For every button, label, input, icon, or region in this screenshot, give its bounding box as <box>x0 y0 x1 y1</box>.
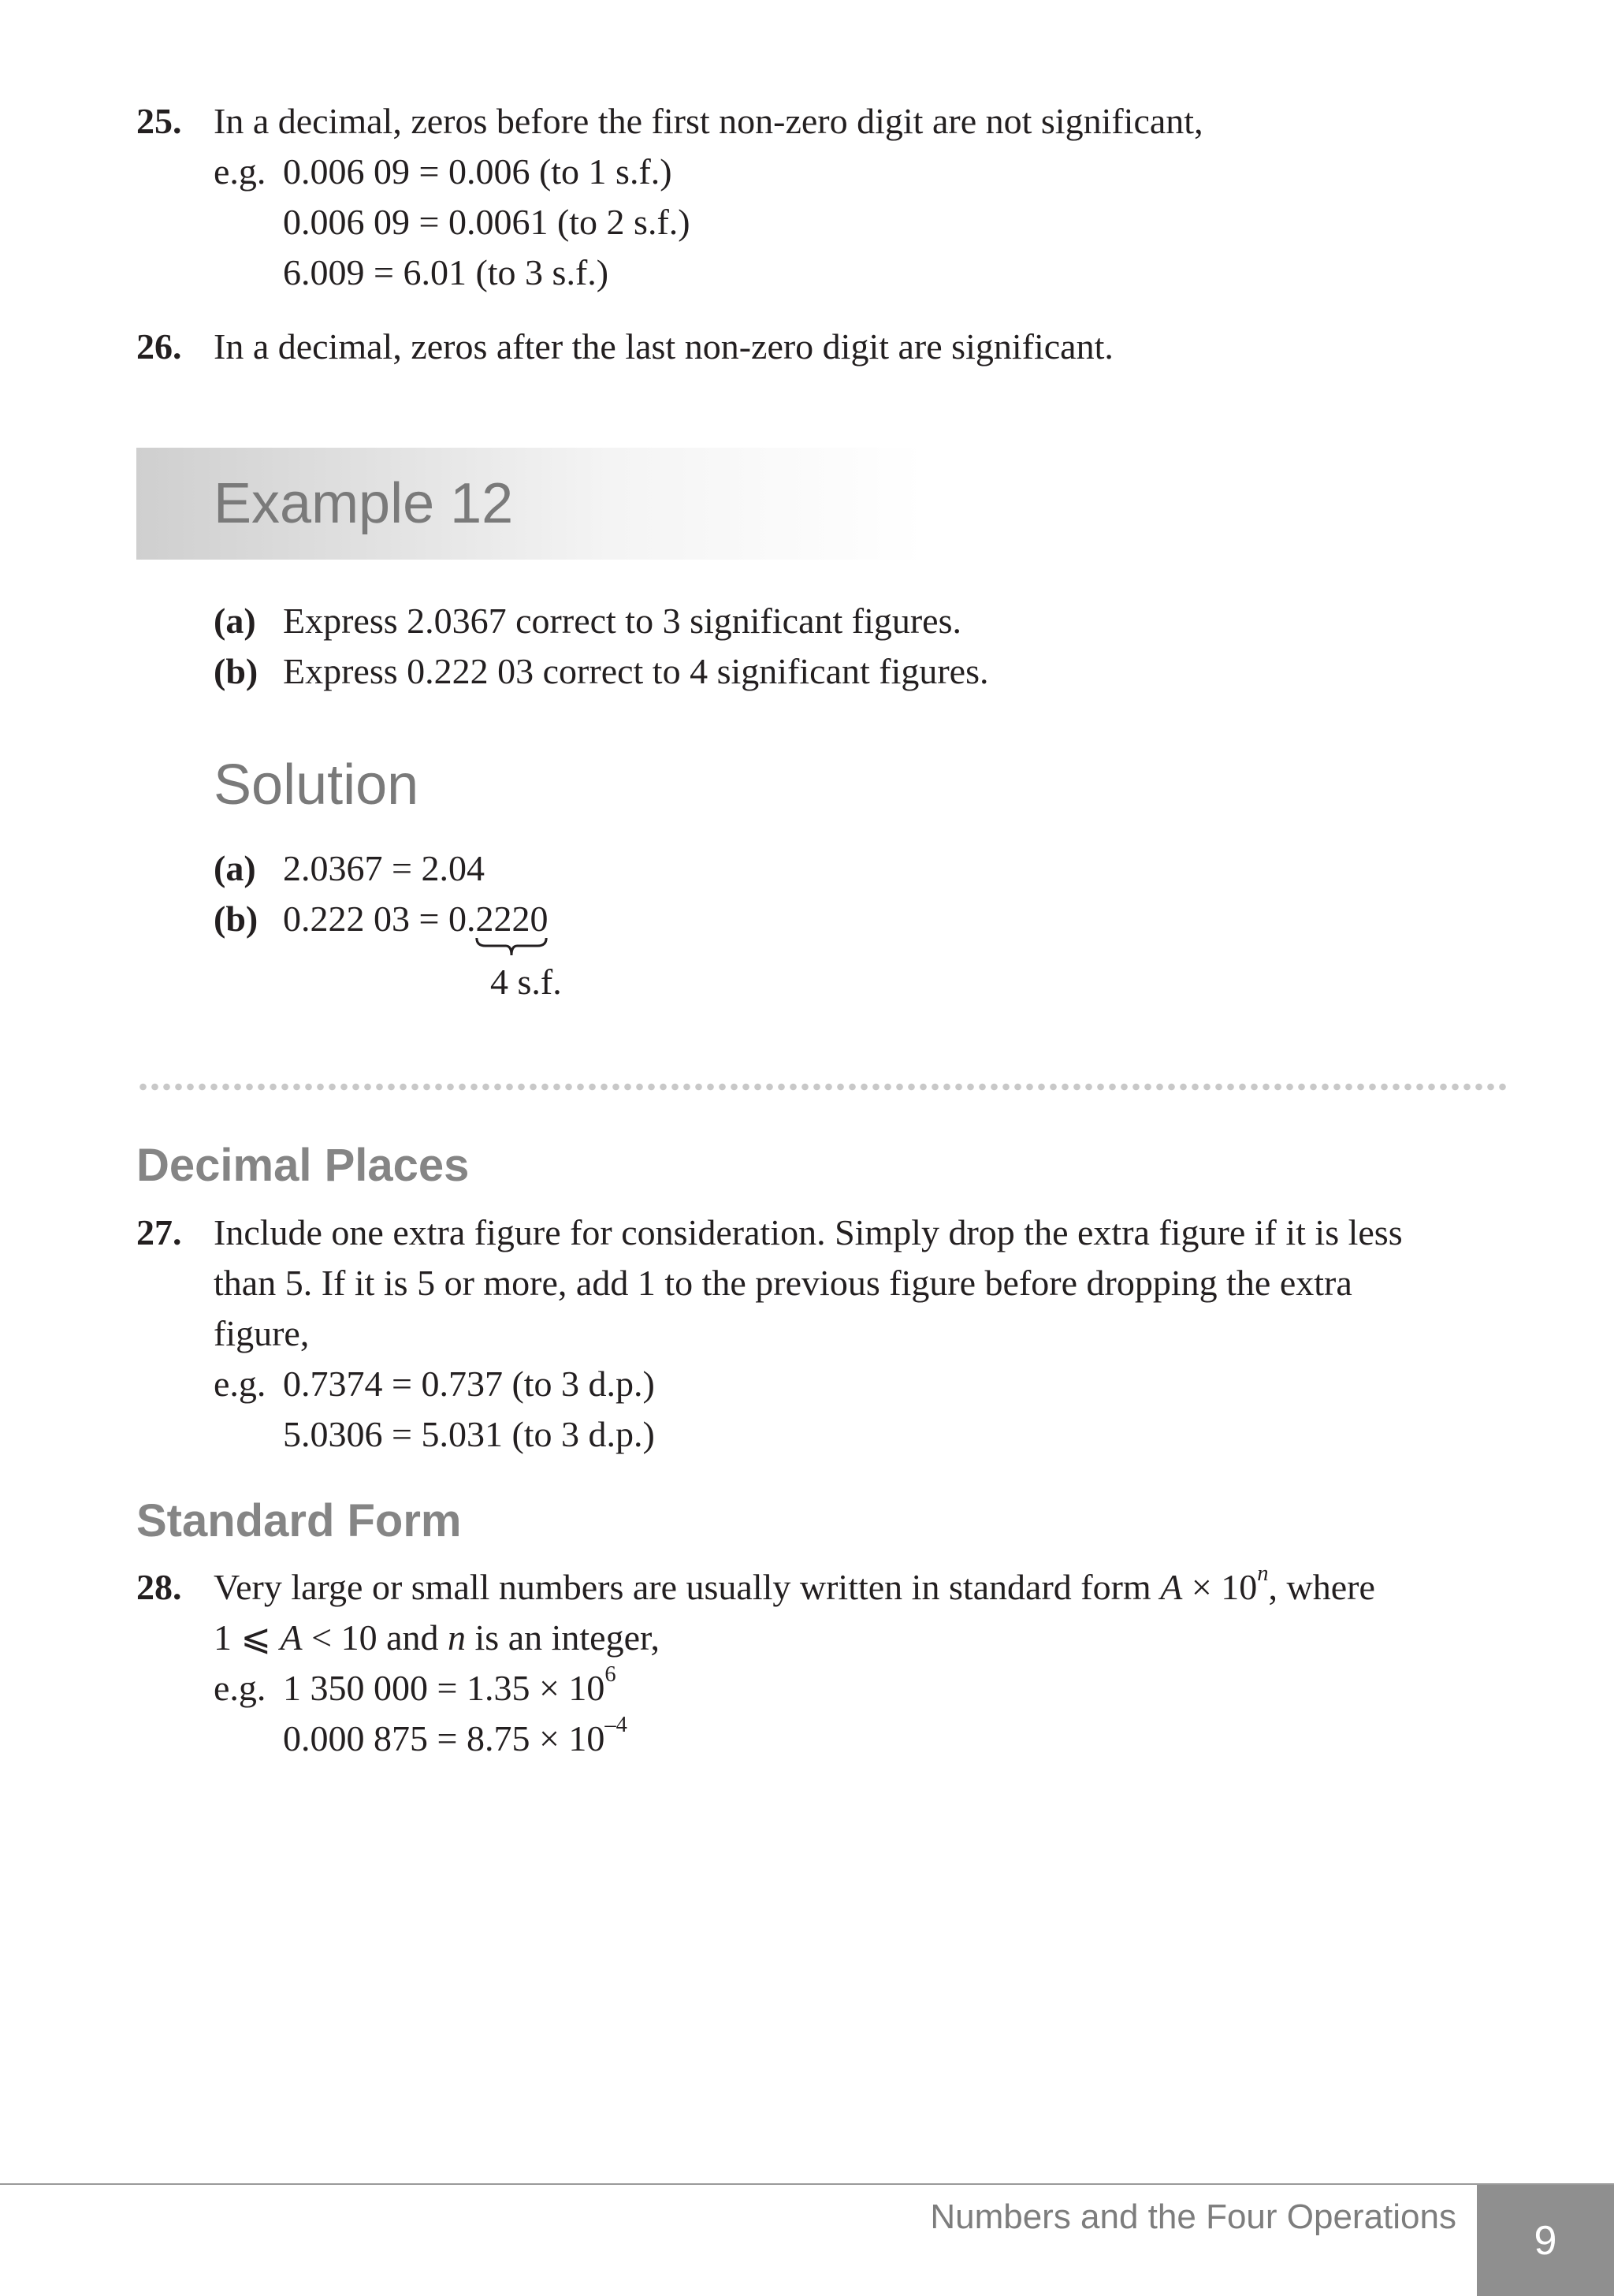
question-label <box>214 646 258 697</box>
question-text: Express 0.222 03 correct to 4 significant figures. <box>283 651 989 691</box>
math-var: A <box>280 1617 303 1658</box>
math-exponent: –4 <box>604 1712 627 1737</box>
text: is an integer, <box>474 1617 660 1658</box>
text: , where <box>1268 1567 1375 1607</box>
part-label: (b) <box>214 651 258 691</box>
text: 0.000 875 = 8.75 × 10 <box>283 1718 605 1758</box>
item-28-line-2 <box>214 1613 660 1663</box>
underbrace-icon <box>475 936 548 957</box>
item-27-line: figure, <box>214 1313 310 1353</box>
part-label: (a) <box>214 601 256 641</box>
item-25 <box>136 96 182 147</box>
question-text: Express 2.0367 correct to 3 significant figures. <box>283 601 961 641</box>
footer-chapter-title: Numbers and the Four Operations <box>930 2197 1456 2236</box>
item-28-number <box>136 1562 182 1613</box>
example-line <box>283 1663 616 1714</box>
solution-title: Solution <box>214 754 419 817</box>
underbraced-digits <box>475 894 548 944</box>
item-27-line: than 5. If it is 5 or more, add 1 to the previous figure before dropping the extra <box>214 1263 1352 1303</box>
example-title: Example 12 <box>214 472 514 535</box>
example-line: 0.006 09 = 0.006 (to 1 s.f.) <box>283 151 672 192</box>
example-line <box>283 1714 627 1764</box>
solution-b-line <box>283 894 548 944</box>
question-label <box>214 596 256 646</box>
item-27-number <box>136 1208 182 1258</box>
brace-label: 4 s.f. <box>490 962 562 1002</box>
page-number: 9 <box>1477 2185 1614 2296</box>
solution-a-text: 2.0367 = 2.04 <box>283 848 485 888</box>
item-27-line: Include one extra figure for consideration. Simply drop the extra figure if it is less <box>214 1212 1403 1252</box>
item-28-line-1 <box>214 1562 1375 1613</box>
eg-label: e.g. <box>214 151 266 192</box>
solution-b-prefix: 0.222 03 = 0. <box>283 899 476 939</box>
item-number: 25. <box>136 101 182 141</box>
item-25-text: In a decimal, zeros before the first non-zero digit are not significant, <box>214 101 1203 141</box>
text: Very large or small numbers are usually written in standard form <box>214 1567 1151 1607</box>
text: < 10 and <box>311 1617 439 1658</box>
example-line: 0.006 09 = 0.0061 (to 2 s.f.) <box>283 202 690 242</box>
section-heading-decimal-places: Decimal Places <box>136 1140 470 1191</box>
footer-rule <box>0 2183 1614 2185</box>
item-number: 26. <box>136 326 182 367</box>
dotted-divider <box>137 1083 1508 1091</box>
math-var: n <box>448 1617 467 1658</box>
math-exponent: n <box>1257 1561 1269 1586</box>
example-line: 0.7374 = 0.737 (to 3 d.p.) <box>283 1364 655 1404</box>
item-26-text: In a decimal, zeros after the last non-zero digit are significant. <box>214 326 1114 367</box>
math-exponent: 6 <box>604 1662 616 1687</box>
item-number: 28. <box>136 1567 182 1607</box>
example-line: 6.009 = 6.01 (to 3 s.f.) <box>283 252 609 292</box>
eg-label: e.g. <box>214 1364 266 1404</box>
item-number: 27. <box>136 1212 182 1252</box>
item-26-number <box>136 322 182 372</box>
section-heading-standard-form: Standard Form <box>136 1495 462 1546</box>
solution-label <box>214 894 258 944</box>
eg-label: e.g. <box>214 1668 266 1708</box>
part-label: (b) <box>214 899 258 939</box>
text: 1 350 000 = 1.35 × 10 <box>283 1668 605 1708</box>
example-line: 5.0306 = 5.031 (to 3 d.p.) <box>283 1414 655 1454</box>
solution-label <box>214 843 256 894</box>
underbraced-text: 2220 <box>475 899 549 939</box>
text: 1 ⩽ <box>214 1617 272 1658</box>
text: × 10 <box>1191 1567 1258 1607</box>
part-label: (a) <box>214 848 256 888</box>
math-var: A <box>1160 1567 1183 1607</box>
example-banner <box>136 448 924 560</box>
